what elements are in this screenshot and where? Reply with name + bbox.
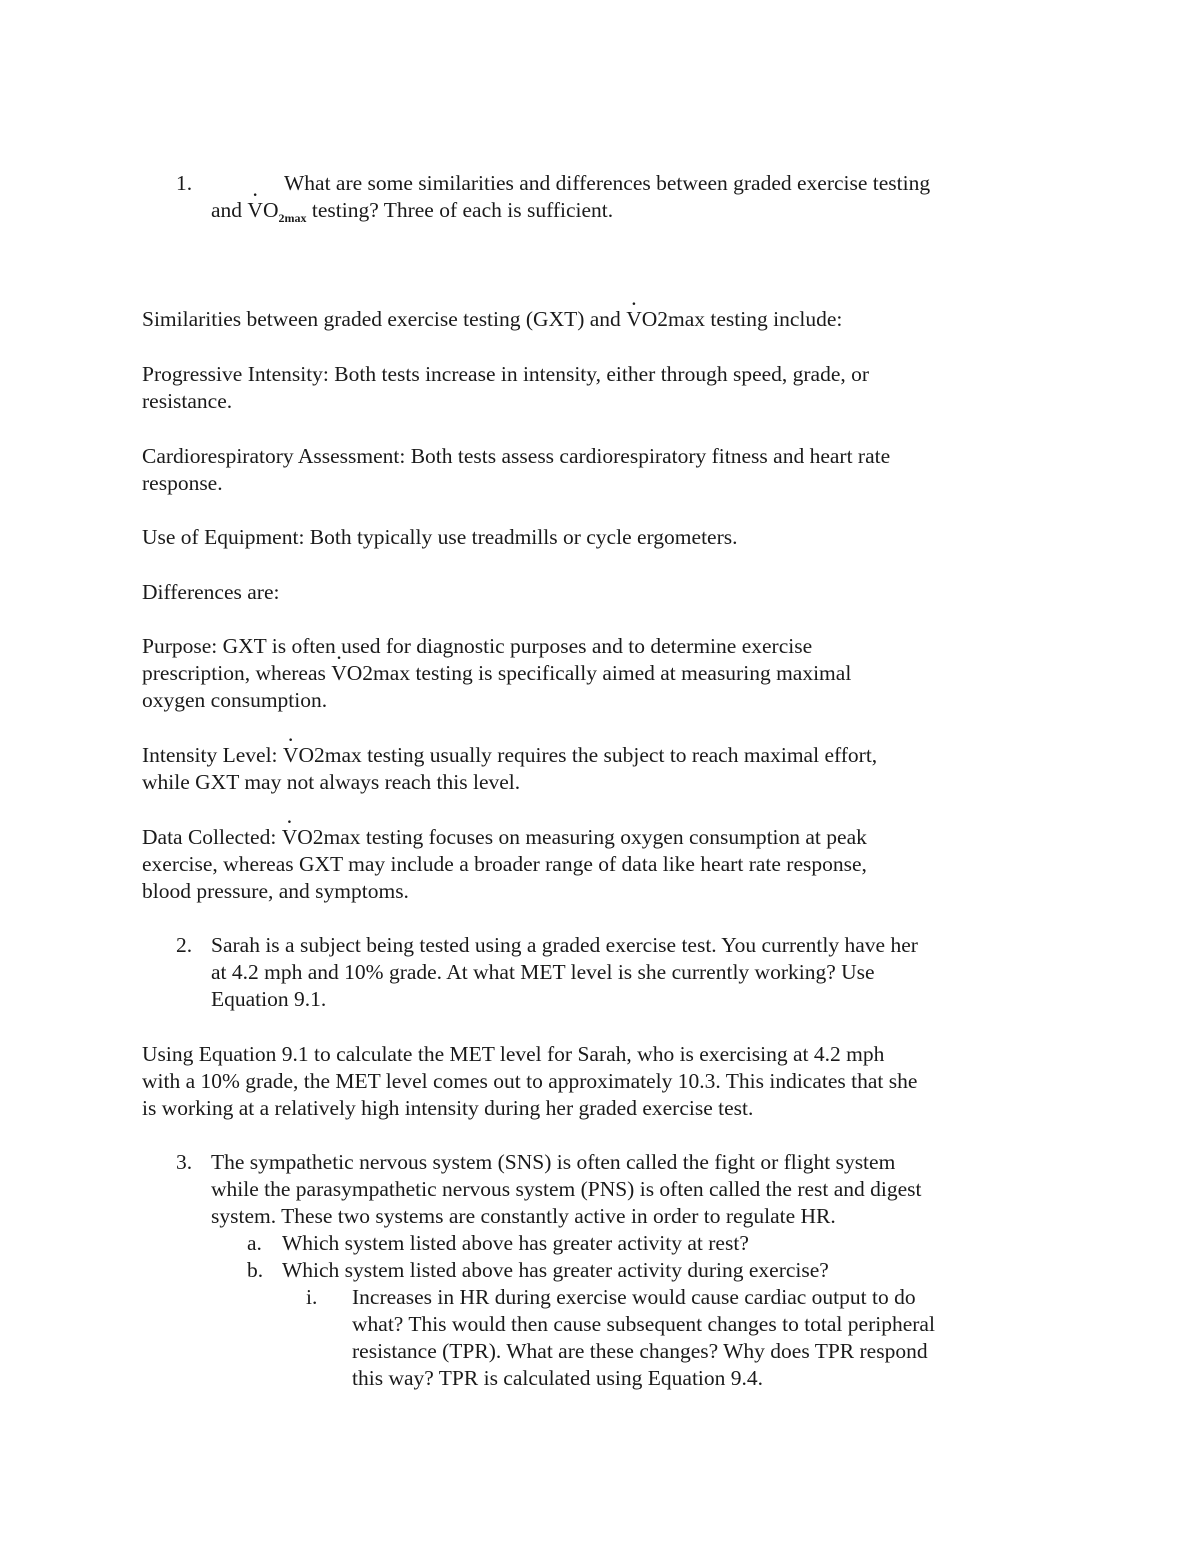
- purpose-l2-pre: prescription, whereas: [142, 661, 332, 685]
- q3bi-line1: Increases in HR during exercise would cause cardiac output to do: [352, 1285, 916, 1309]
- q3bi-line4: this way? TPR is calculated using Equation 9.4.: [352, 1366, 764, 1390]
- differences-heading: Differences are:: [142, 580, 280, 604]
- cardio-line1: Cardiorespiratory Assessment: Both tests assess cardiorespiratory fitness and heart rate: [142, 444, 891, 468]
- v-dot-symbol: · V: [331, 660, 347, 687]
- a2-line2: with a 10% grade, the MET level comes out to approximately 10.3. This indicates that she: [142, 1069, 918, 1093]
- q3bi-line3: resistance (TPR). What are these changes? Why does TPR respond: [352, 1339, 928, 1363]
- q1-o: O: [262, 198, 279, 222]
- v-dot-symbol: · V: [247, 197, 263, 224]
- intensity-l1-post: O2max testing usually requires the subject to reach maximal effort,: [298, 743, 878, 767]
- q3-line3: system. These two systems are constantly active in order to regulate HR.: [211, 1204, 836, 1228]
- v-dot-symbol: · V: [283, 742, 299, 769]
- data-line2: exercise, whereas GXT may include a broader range of data like heart rate response,: [142, 852, 867, 876]
- progressive-line2: resistance.: [142, 389, 233, 413]
- q1-line2-post: testing? Three of each is sufficient.: [306, 198, 614, 222]
- intensity-line1: [142, 742, 877, 769]
- q3-line1: The sympathetic nervous system (SNS) is often called the fight or flight system: [211, 1150, 896, 1174]
- q1-line1: What are some similarities and differences between graded exercise testing: [284, 171, 931, 195]
- q3a-text: Which system listed above has greater activity at rest?: [282, 1231, 749, 1255]
- q2-line3: Equation 9.1.: [211, 987, 327, 1011]
- cardio-line2: response.: [142, 471, 223, 495]
- intensity-l1-pre: Intensity Level:: [142, 743, 283, 767]
- data-l1-pre: Data Collected:: [142, 825, 282, 849]
- q3a-label: a.: [247, 1231, 262, 1255]
- data-line3: blood pressure, and symptoms.: [142, 879, 409, 903]
- v-dot-symbol: · V: [282, 824, 298, 851]
- q1-line2: [211, 197, 613, 224]
- data-line1: [142, 824, 867, 851]
- a2-line1: Using Equation 9.1 to calculate the MET level for Sarah, who is exercising at 4.2 mph: [142, 1042, 885, 1066]
- purpose-line1: Purpose: GXT is often used for diagnostic purposes and to determine exercise: [142, 634, 813, 658]
- q3b-label: b.: [247, 1258, 264, 1282]
- purpose-line2: [142, 660, 851, 687]
- intensity-line2: while GXT may not always reach this level.: [142, 770, 521, 794]
- q2-line1: Sarah is a subject being tested using a graded exercise test. You currently have her: [211, 933, 918, 957]
- a2-line3: is working at a relatively high intensity during her graded exercise test.: [142, 1096, 754, 1120]
- data-l1-post: O2max testing focuses on measuring oxygen consumption at peak: [297, 825, 867, 849]
- q3-line2: while the parasympathetic nervous system (PNS) is often called the rest and digest: [211, 1177, 922, 1201]
- q1-subscript: 2max: [278, 211, 307, 225]
- q2-line2: at 4.2 mph and 10% grade. At what MET level is she currently working? Use: [211, 960, 875, 984]
- purpose-line3: oxygen consumption.: [142, 688, 328, 712]
- q3bi-line2: what? This would then cause subsequent changes to total peripheral: [352, 1312, 935, 1336]
- similarities-intro: [142, 306, 842, 333]
- q1-line2-pre: and: [211, 198, 248, 222]
- q3b-text: Which system listed above has greater activity during exercise?: [282, 1258, 829, 1282]
- progressive-line1: Progressive Intensity: Both tests increase in intensity, either through speed, grade, or: [142, 362, 870, 386]
- q3-number: 3.: [176, 1150, 193, 1174]
- q1-number: 1.: [176, 171, 193, 195]
- sim-intro-post: O2max testing include:: [641, 307, 843, 331]
- q3bi-label: i.: [306, 1285, 318, 1309]
- v-dot-symbol: · V: [626, 306, 642, 333]
- equipment-line: Use of Equipment: Both typically use treadmills or cycle ergometers.: [142, 525, 738, 549]
- q2-number: 2.: [176, 933, 193, 957]
- purpose-l2-post: O2max testing is specifically aimed at measuring maximal: [346, 661, 852, 685]
- sim-intro-pre: Similarities between graded exercise testing (GXT) and: [142, 307, 627, 331]
